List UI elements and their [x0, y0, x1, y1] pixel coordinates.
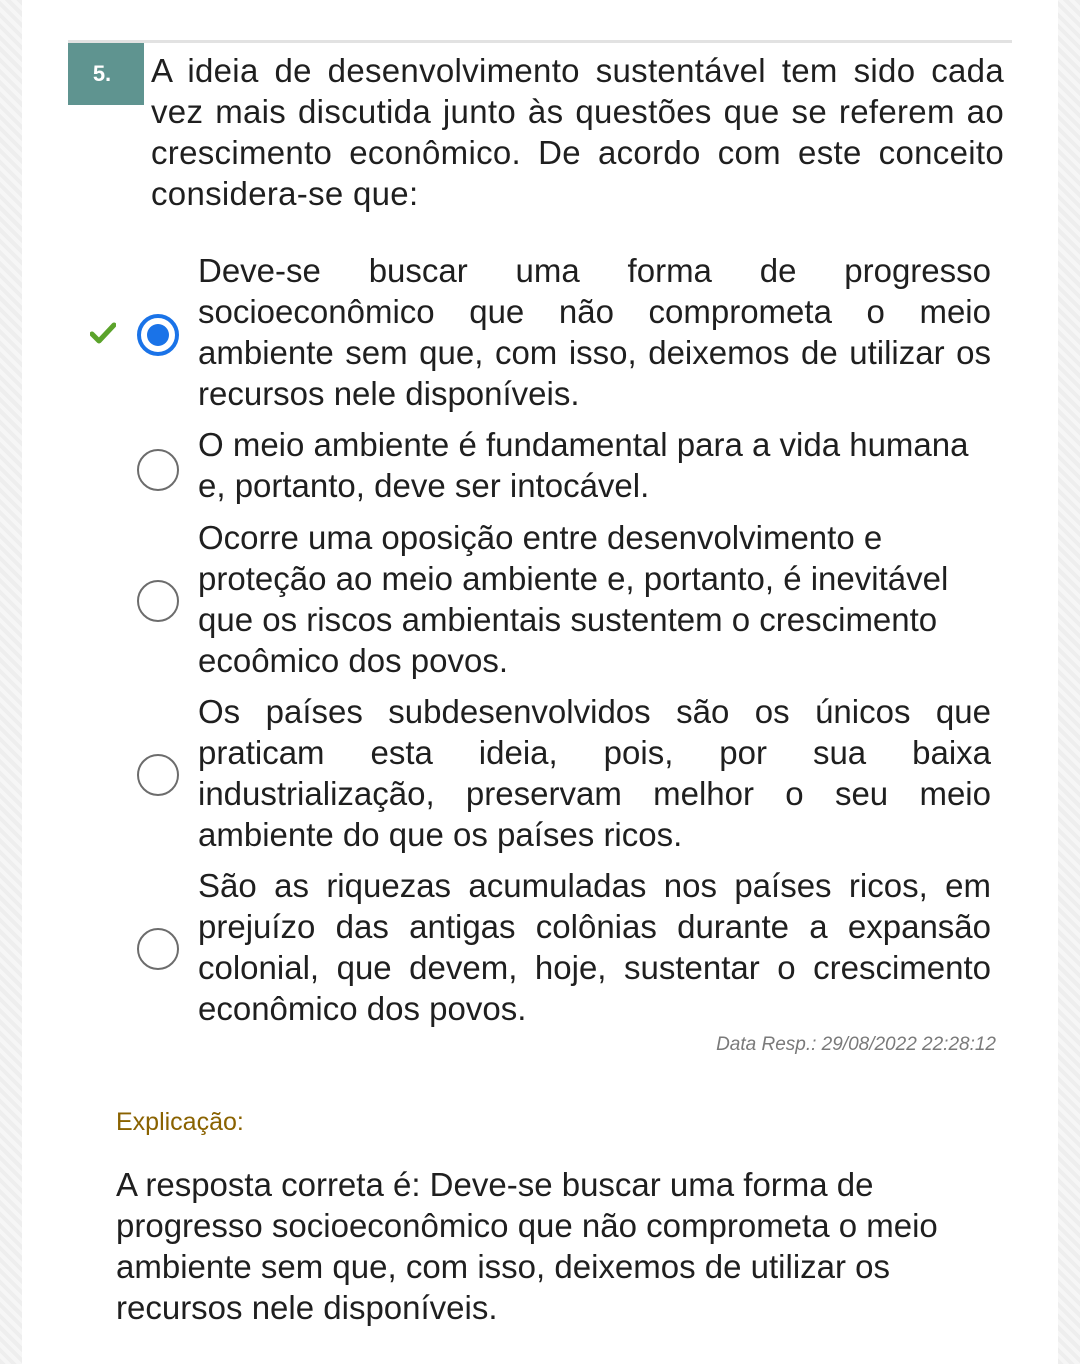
radio-selected-icon[interactable] — [137, 314, 179, 356]
divider — [68, 40, 1012, 43]
answer-option-text: O meio ambiente é fundamental para a vida humana e, portanto, deve ser intocável. — [198, 426, 969, 504]
page-edge-left — [0, 0, 22, 1364]
answer-option-2[interactable] — [90, 424, 1000, 510]
radio-empty-icon[interactable] — [137, 754, 179, 796]
answer-option-3[interactable] — [90, 517, 1000, 683]
radio-empty-icon[interactable] — [137, 580, 179, 622]
answer-option-1[interactable] — [90, 250, 1000, 416]
answer-option-text: Deve-se buscar uma forma de progresso socioeconômico que não comprometa o meio ambiente sem que, com isso, deixemos de utilizar os recursos nele disponíveis. — [198, 252, 991, 412]
page-edge-right — [1058, 0, 1080, 1364]
question-number-badge: 5. — [68, 43, 144, 105]
response-timestamp: Data Resp.: 29/08/2022 22:28:12 — [716, 1034, 996, 1055]
explanation-label: Explicação: — [116, 1108, 244, 1136]
radio-empty-icon[interactable] — [137, 449, 179, 491]
radio-empty-icon[interactable] — [137, 928, 179, 970]
check-icon — [90, 322, 116, 344]
question-text: A ideia de desenvolvimento sustentável tem sido cada vez mais discutida junto às questões que se referem ao crescimento econômico. De acordo com este conceito considera-se que: — [151, 52, 1004, 212]
answer-option-text: Ocorre uma oposição entre desenvolvimento e proteção ao meio ambiente e, portanto, é inevitável que os riscos ambientais sustentem o crescimento ecoômico dos povos. — [198, 519, 949, 679]
answer-option-text: São as riquezas acumuladas nos países ricos, em prejuízo das antigas colônias durante a expansão colonial, que devem, hoje, sustentar o crescimento econômico dos povos. — [198, 867, 991, 1027]
answer-option-text: Os países subdesenvolvidos são os únicos que praticam esta ideia, pois, por sua baixa industrialização, preservam melhor o seu meio ambiente do que os países ricos. — [198, 693, 991, 853]
answer-option-4[interactable] — [90, 691, 1000, 857]
answer-option-5[interactable] — [90, 865, 1000, 1031]
explanation-text: A resposta correta é: Deve-se buscar uma forma de progresso socioeconômico que não comprometa o meio ambiente sem que, com isso, deixemos de utilizar os recursos nele disponíveis. — [116, 1166, 938, 1326]
